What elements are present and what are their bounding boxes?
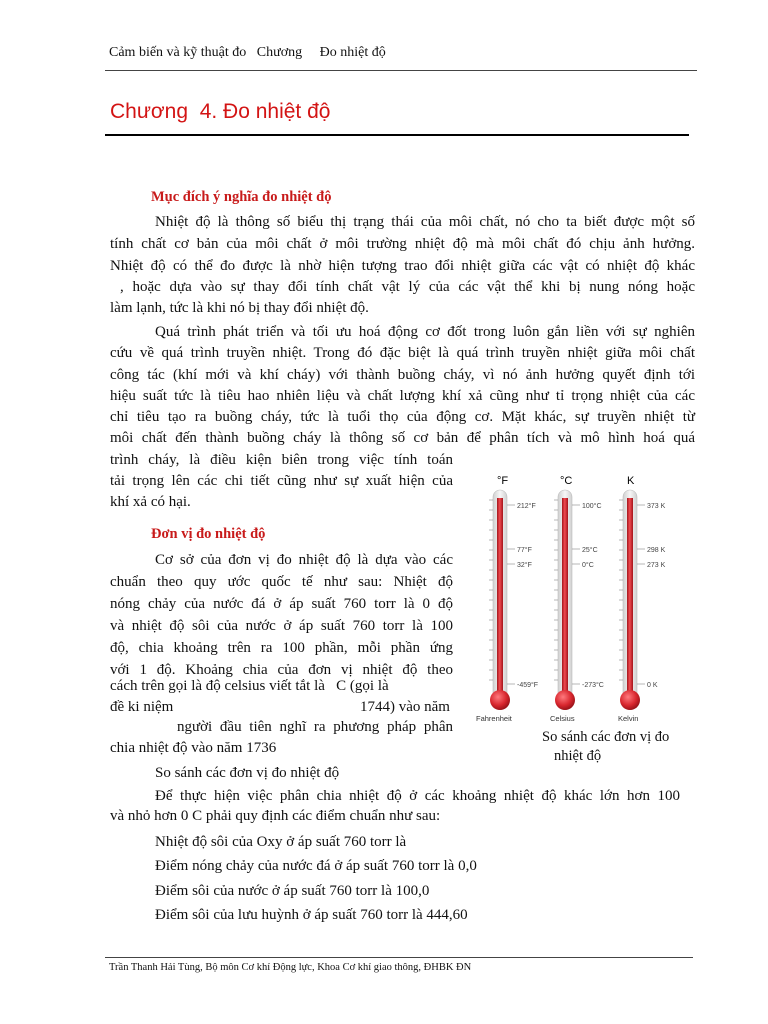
header-book-title: Cảm biến và kỹ thuật đo [109, 45, 247, 60]
figure-caption-line1: So sánh các đơn vị đo [542, 729, 670, 745]
paragraph-line: Nhiệt độ có thể đo được là nhờ hiện tượng trao đổi nhiệt giữa các vật có nhiệt độ khác [110, 258, 695, 274]
header-chapter: Chương [256, 45, 303, 60]
paragraph-line: và nhiệt độ sôi của nước ở áp suất 760 torr là 100 [110, 618, 453, 634]
header-topic: Đo nhiệt độ [319, 45, 386, 60]
header-divider [105, 70, 697, 71]
reference-point: Điểm nóng chảy của nước đá ở áp suất 760 torr là 0,0 [155, 858, 477, 874]
unit-label-fahrenheit: °F [497, 475, 509, 487]
paragraph-line: Quá trình phát triển và tối ưu hoá động cơ đốt trong luôn gắn liền với sự nghiên [155, 324, 695, 340]
paragraph-line: hiệu suất tức là tiêu hao nhiên liệu và chất lượng khí xả cũng như tỉ trọng nhiệt của các [110, 388, 695, 404]
unit-label-kelvin: K [627, 475, 635, 487]
paragraph-line: với 1 độ. Khoảng chia của đơn vị nhiệt độ theo [110, 662, 453, 678]
mark-freezing-f: 32°F [517, 562, 532, 569]
paragraph-line: người đầu tiên nghĩ ra phương pháp phân [177, 719, 453, 735]
paragraph-line: môi chất đến thành buồng cháy là thông số cơ bản để phân tích và mô hình hoá quá [110, 430, 695, 446]
thermometer-kelvin [618, 475, 666, 723]
reference-point: Nhiệt độ sôi của Oxy ở áp suất 760 torr là [155, 834, 407, 850]
reference-point: Điểm sôi của nước ở áp suất 760 torr là 100,0 [155, 883, 430, 899]
paragraph-line: 1744) vào năm [360, 699, 450, 715]
paragraph-line: tải trọng lên các chi tiết cũng như sự xuất hiện của [110, 473, 453, 489]
thermometer-figure [470, 470, 700, 730]
paragraph-line: Để thực hiện việc phân chia nhiệt độ ở các khoảng nhiệt độ khác lớn hơn 100 [155, 788, 680, 804]
mark-freezing-c: 0°C [582, 562, 594, 569]
unit-label-celsius: °C [560, 475, 573, 487]
paragraph-line: cứu về quá trình truyền nhiệt. Trong đó đặc biệt là quá trình truyền nhiệt giữa môi chất [110, 345, 695, 361]
paragraph-line: trình cháy, là điều kiện biên trong việc tính toán [110, 452, 453, 468]
mark-boiling-f: 212°F [517, 503, 536, 510]
paragraph-line: và nhỏ hơn 0 C phải quy định các điểm chuẩn như sau: [110, 808, 441, 824]
paragraph-line: nóng chảy của nước đá ở áp suất 760 torr là 0 độ [110, 596, 453, 612]
paragraph-line: chia nhiệt độ vào năm 1736 [110, 740, 277, 756]
thermometer-fahrenheit [476, 475, 538, 723]
mark-absolute-k: 0 K [647, 682, 658, 689]
mark-room-f: 77°F [517, 547, 532, 554]
chapter-title: Chương 4. Đo nhiệt độ [110, 100, 331, 123]
paragraph-line: chỉ tiêu tạo ra buồng cháy, tức là tuổi thọ của động cơ. Mặt khác, sự truyền nhiệt từ [110, 409, 695, 425]
mark-room-c: 25°C [582, 547, 598, 554]
figure-caption-line2: nhiệt độ [554, 748, 602, 764]
scale-name-kelvin: Kelvin [618, 714, 639, 723]
mark-boiling-c: 100°C [582, 503, 602, 510]
footer-divider [105, 957, 693, 958]
running-header [109, 45, 386, 61]
compare-line: So sánh các đơn vị đo nhiệt độ [155, 765, 340, 781]
paragraph-line: khí xả có hại. [110, 494, 191, 510]
mark-room-k: 298 K [647, 547, 666, 554]
paragraph-line: làm lạnh, tức là khi nó bị thay đổi nhiệt độ. [110, 300, 369, 316]
paragraph-line: Cơ sở của đơn vị đo nhiệt độ là dựa vào các [155, 552, 453, 568]
chapter-divider [105, 134, 689, 136]
scale-name-fahrenheit: Fahrenheit [476, 714, 512, 723]
mark-absolute-f: -459°F [517, 682, 539, 689]
mark-absolute-c: -273°C [582, 682, 604, 689]
page-footer: Trần Thanh Hải Tùng, Bộ môn Cơ khí Động lực, Khoa Cơ khí giao thông, ĐHBK ĐN [109, 962, 472, 973]
paragraph-line: đề ki niệm [110, 699, 174, 715]
section-heading-units: Đơn vị đo nhiệt độ [151, 526, 266, 542]
paragraph-line: độ, chia khoảng trên ra 100 phần, mỗi phần ứng [110, 640, 453, 656]
paragraph-line: tính chất cơ bản của môi chất ở môi trường nhiệt độ mà môi chất đó chịu ảnh hưởng. [110, 236, 695, 252]
paragraph-line: chuẩn theo quy ước quốc tế như sau: Nhiệt độ [110, 574, 453, 590]
section-heading-purpose: Mục đích ý nghĩa đo nhiệt độ [151, 189, 332, 205]
paragraph-line: Nhiệt độ là thông số biểu thị trạng thái của môi chất, nó cho ta biết được một số [155, 214, 695, 230]
paragraph-line: , hoặc dựa vào sự thay đổi tính chất vật lý của các vật thể khi bị nung nóng hoặc [120, 279, 695, 295]
reference-point: Điểm sôi của lưu huỳnh ở áp suất 760 torr là 444,60 [155, 907, 468, 923]
scale-name-celsius: Celsius [550, 714, 575, 723]
thermometer-celsius [550, 475, 604, 723]
paragraph-line: công tác (khí mới và khí cháy) với thành buồng cháy, vì nó ảnh hưởng quyết định tới [110, 367, 695, 383]
paragraph-line: cách trên gọi là độ celsius viết tắt là C (gọi là [110, 678, 389, 694]
mark-freezing-k: 273 K [647, 562, 666, 569]
mark-boiling-k: 373 K [647, 503, 666, 510]
